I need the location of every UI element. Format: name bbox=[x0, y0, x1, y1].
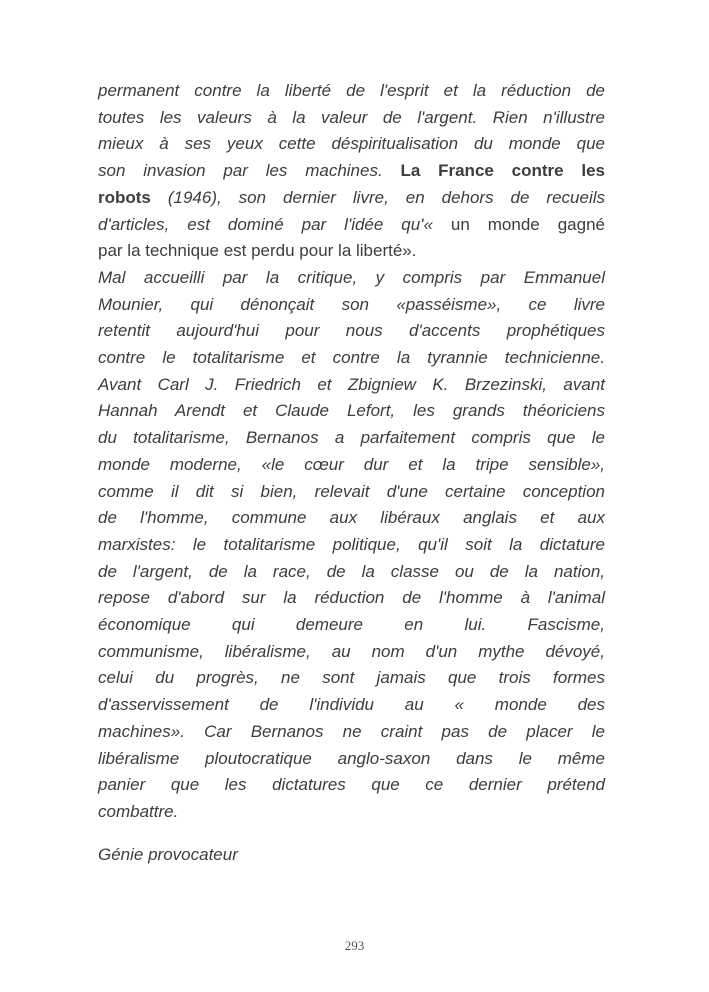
text-segment: de l'argent, de la race, de la classe ou de la nation, bbox=[98, 561, 605, 581]
text-line bbox=[98, 665, 605, 692]
text-line bbox=[98, 799, 605, 826]
text-line bbox=[98, 265, 605, 292]
page-number: 293 bbox=[344, 938, 365, 953]
text-segment: Hannah Arendt et Claude Lefort, les grands théoriciens bbox=[98, 401, 605, 421]
text-segment: libéralisme ploutocratique anglo-saxon dans le même bbox=[98, 748, 605, 768]
text-segment: Mal accueilli par la critique, y compris par Emmanuel bbox=[98, 267, 605, 287]
text-block bbox=[98, 78, 605, 868]
text-segment: combattre. bbox=[98, 801, 179, 821]
text-segment: La France contre les bbox=[400, 161, 606, 181]
text-segment: communisme, libéralisme, au nom d'un mythe dévoyé, bbox=[98, 641, 605, 661]
text-line bbox=[98, 452, 605, 479]
text-line bbox=[98, 238, 605, 265]
text-line bbox=[98, 345, 605, 372]
text-segment: son invasion par les machines. bbox=[98, 161, 401, 181]
text-line bbox=[98, 532, 605, 559]
text-segment: un monde gagné bbox=[450, 214, 605, 234]
text-segment: contre le totalitarisme et contre la tyrannie technicienne. bbox=[98, 348, 605, 368]
text-segment: machines». Car Bernanos ne craint pas de placer le bbox=[98, 721, 605, 741]
text-line bbox=[98, 692, 605, 719]
text-segment: toutes les valeurs à la valeur de l'argent. Rien n'illustre bbox=[98, 107, 605, 127]
text-line bbox=[98, 398, 605, 425]
text-line bbox=[98, 746, 605, 773]
text-line bbox=[98, 772, 605, 799]
text-line bbox=[98, 158, 605, 185]
text-line bbox=[98, 479, 605, 506]
section-heading: Génie provocateur bbox=[98, 844, 238, 864]
text-segment: économique qui demeure en lui. Fascisme, bbox=[98, 615, 605, 635]
text-line bbox=[98, 585, 605, 612]
text-line bbox=[98, 559, 605, 586]
text-line bbox=[98, 639, 605, 666]
text-line bbox=[98, 719, 605, 746]
text-segment: robots bbox=[98, 187, 151, 207]
text-segment: monde moderne, «le cœur dur et la tripe sensible», bbox=[98, 454, 605, 474]
text-segment: d'articles, est dominé par l'idée qu'« bbox=[98, 214, 451, 234]
text-line bbox=[98, 212, 605, 239]
text-segment: marxistes: le totalitarisme politique, qu'il soit la dictature bbox=[98, 534, 605, 554]
text-segment: comme il dit si bien, relevait d'une certaine conception bbox=[98, 481, 605, 501]
text-segment: retentit aujourd'hui pour nous d'accents prophétiques bbox=[98, 321, 605, 341]
text-segment: Mounier, qui dénonçait son «passéisme», ce livre bbox=[98, 294, 605, 314]
text-segment: (1946), son dernier livre, en dehors de recueils bbox=[150, 187, 605, 207]
text-line bbox=[98, 505, 605, 532]
text-line bbox=[98, 425, 605, 452]
text-segment: par la technique est perdu pour la liberté». bbox=[98, 241, 417, 261]
text-line bbox=[98, 318, 605, 345]
page-text bbox=[98, 78, 605, 826]
text-line bbox=[98, 292, 605, 319]
text-segment: mieux à ses yeux cette déspiritualisation du monde que bbox=[98, 134, 605, 154]
text-segment: repose d'abord sur la réduction de l'homme à l'animal bbox=[98, 588, 605, 608]
text-line bbox=[98, 131, 605, 158]
text-line bbox=[98, 372, 605, 399]
text-segment: Avant Carl J. Friedrich et Zbigniew K. Brzezinski, avant bbox=[98, 374, 605, 394]
text-segment: celui du progrès, ne sont jamais que trois formes bbox=[98, 668, 605, 688]
text-line bbox=[98, 612, 605, 639]
text-segment: du totalitarisme, Bernanos a parfaitement compris que le bbox=[98, 428, 605, 448]
text-segment: de l'homme, commune aux libéraux anglais et aux bbox=[98, 508, 605, 528]
text-segment: d'asservissement de l'individu au « monde des bbox=[98, 695, 605, 715]
text-line bbox=[98, 185, 605, 212]
text-line bbox=[98, 105, 605, 132]
text-segment: permanent contre la liberté de l'esprit et la réduction de bbox=[98, 81, 605, 100]
text-segment: panier que les dictatures que ce dernier prétend bbox=[98, 775, 605, 795]
text-line bbox=[98, 78, 605, 105]
